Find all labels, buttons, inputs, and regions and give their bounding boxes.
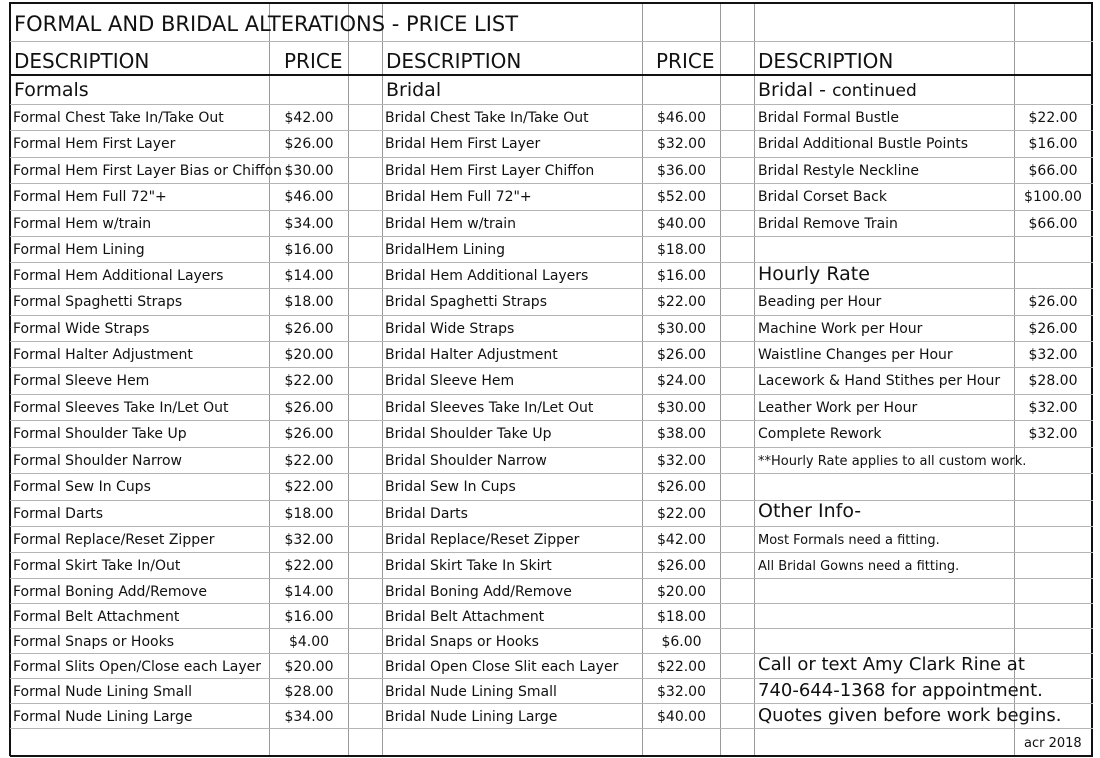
formal-item-name: Formal Hem Additional Layers	[13, 268, 224, 284]
bridal-continued-sub: continued	[832, 81, 917, 101]
hourly-item-name: Complete Rework	[758, 426, 882, 442]
grid-line	[10, 678, 1093, 679]
bridal-item-price: $32.00	[657, 453, 706, 469]
hourly-rate-heading: Hourly Rate	[758, 263, 870, 285]
bridal-item-name: Bridal Hem Additional Layers	[385, 268, 589, 284]
formal-item-price: $22.00	[284, 479, 334, 495]
bridal-heading: Bridal	[386, 79, 442, 101]
bridal-item-price: $22.00	[657, 506, 706, 522]
formal-item-name: Formal Darts	[13, 506, 104, 522]
grid-line	[10, 728, 1093, 729]
grid-line	[1091, 2, 1093, 756]
grid-line	[10, 341, 1093, 342]
bridal-item-name: Bridal Hem First Layer Chiffon	[385, 163, 595, 179]
formal-item-name: Formal Wide Straps	[13, 321, 150, 337]
price-header: PRICE	[656, 49, 715, 73]
bridal-continued-item-price: $22.00	[1028, 110, 1078, 126]
hourly-item-price: $28.00	[1028, 373, 1078, 389]
bridal-item-price: $22.00	[657, 659, 706, 675]
hourly-item-name: Machine Work per Hour	[758, 321, 923, 337]
bridal-item-price: $32.00	[657, 136, 706, 152]
formal-item-price: $34.00	[284, 709, 334, 725]
formal-item-name: Formal Shoulder Narrow	[13, 453, 183, 469]
bridal-item-name: Bridal Spaghetti Straps	[385, 294, 547, 310]
formal-item-name: Formal Hem Full 72"+	[13, 189, 167, 205]
formal-item-price: $14.00	[284, 584, 334, 600]
formal-item-name: Formal Shoulder Take Up	[13, 426, 187, 442]
bridal-item-name: Bridal Hem Full 72"+	[385, 189, 532, 205]
contact-line: 740-644-1368 for appointment.	[758, 680, 1043, 701]
bridal-item-price: $18.00	[657, 609, 706, 625]
bridal-continued-item-price: $16.00	[1028, 136, 1078, 152]
contact-line: Quotes given before work begins.	[758, 705, 1062, 726]
bridal-item-price: $36.00	[657, 163, 706, 179]
grid-line	[10, 603, 1093, 604]
formal-item-price: $4.00	[288, 634, 330, 650]
grid-line	[348, 2, 349, 756]
formal-item-price: $34.00	[284, 216, 334, 232]
bridal-item-price: $22.00	[657, 294, 706, 310]
grid-line	[10, 367, 1093, 368]
grid-line	[10, 526, 1093, 527]
grid-line	[10, 447, 1093, 448]
formal-item-price: $20.00	[284, 347, 334, 363]
bridal-item-price: $26.00	[657, 479, 706, 495]
formal-item-name: Formal Hem w/train	[13, 216, 152, 232]
bridal-continued-item-price: $100.00	[1024, 189, 1082, 205]
formal-item-price: $16.00	[284, 242, 334, 258]
grid-line	[10, 2, 1093, 4]
bridal-item-name: Bridal Darts	[385, 506, 468, 522]
bridal-item-price: $6.00	[661, 634, 702, 650]
grid-line	[10, 578, 1093, 579]
bridal-item-name: Bridal Open Close Slit each Layer	[385, 659, 619, 675]
grid-line	[10, 210, 1093, 211]
formal-item-price: $26.00	[284, 400, 334, 416]
bridal-item-price: $40.00	[657, 709, 706, 725]
formal-item-price: $18.00	[284, 294, 334, 310]
formal-item-price: $26.00	[284, 136, 334, 152]
formal-item-name: Formal Replace/Reset Zipper	[13, 532, 215, 548]
formal-item-price: $22.00	[284, 558, 334, 574]
bridal-item-name: BridalHem Lining	[385, 242, 506, 258]
formal-item-name: Formal Nude Lining Small	[13, 684, 193, 700]
grid-line	[10, 41, 1093, 42]
bridal-item-name: Bridal Wide Straps	[385, 321, 515, 337]
bridal-continued-heading	[758, 81, 917, 100]
bridal-item-price: $40.00	[657, 216, 706, 232]
hourly-item-price: $32.00	[1028, 426, 1078, 442]
bridal-item-price: $42.00	[657, 532, 706, 548]
grid-line	[10, 703, 1093, 704]
bridal-item-name: Bridal Nude Lining Small	[385, 684, 557, 700]
bridal-item-name: Bridal Halter Adjustment	[385, 347, 558, 363]
formal-item-name: Formal Nude Lining Large	[13, 709, 193, 725]
bridal-item-price: $46.00	[657, 110, 706, 126]
bridal-item-name: Bridal Skirt Take In Skirt	[385, 558, 552, 574]
bridal-continued-item-name: Bridal Corset Back	[758, 189, 887, 205]
bridal-continued-item-price: $66.00	[1028, 216, 1078, 232]
grid-line	[10, 130, 1093, 131]
formal-item-name: Formal Halter Adjustment	[13, 347, 193, 363]
grid-line	[10, 473, 1093, 474]
formal-item-price: $18.00	[284, 506, 334, 522]
formal-item-name: Formal Chest Take In/Take Out	[13, 110, 224, 126]
formal-item-name: Formal Spaghetti Straps	[13, 294, 183, 310]
formal-item-name: Formal Boning Add/Remove	[13, 584, 207, 600]
formal-item-name: Formal Hem First Layer Bias or Chiffon	[13, 163, 283, 179]
hourly-item-name: Leather Work per Hour	[758, 400, 918, 416]
formal-item-price: $32.00	[284, 532, 334, 548]
bridal-item-price: $20.00	[657, 584, 706, 600]
bridal-item-name: Bridal Replace/Reset Zipper	[385, 532, 580, 548]
hourly-note: **Hourly Rate applies to all custom work.	[758, 454, 1027, 469]
grid-line	[10, 183, 1093, 184]
description-header: DESCRIPTION	[758, 49, 894, 73]
formal-item-price: $30.00	[284, 163, 334, 179]
bridal-item-price: $32.00	[657, 684, 706, 700]
bridal-item-price: $16.00	[657, 268, 706, 284]
formal-item-price: $22.00	[284, 373, 334, 389]
formal-item-name: Formal Sew In Cups	[13, 479, 151, 495]
footer-credit: acr 2018	[1024, 736, 1082, 751]
bridal-item-name: Bridal Hem First Layer	[385, 136, 541, 152]
grid-line	[10, 104, 1093, 105]
bridal-continued-item-price: $66.00	[1028, 163, 1078, 179]
grid-line	[10, 157, 1093, 158]
formal-item-price: $28.00	[284, 684, 334, 700]
grid-line	[10, 315, 1093, 316]
formal-item-name: Formal Hem Lining	[13, 242, 145, 258]
formals-heading: Formals	[14, 79, 89, 101]
grid-line	[10, 755, 1093, 757]
grid-line	[10, 394, 1093, 395]
bridal-item-price: $38.00	[657, 426, 706, 442]
hourly-item-name: Waistline Changes per Hour	[758, 347, 953, 363]
bridal-item-name: Bridal Shoulder Take Up	[385, 426, 552, 442]
contact-line: Call or text Amy Clark Rine at	[758, 654, 1025, 675]
other-info-line: Most Formals need a fitting.	[758, 533, 940, 548]
bridal-continued-item-name: Bridal Restyle Neckline	[758, 163, 919, 179]
bridal-item-price: $26.00	[657, 558, 706, 574]
formal-item-price: $42.00	[284, 110, 334, 126]
formal-item-price: $26.00	[284, 426, 334, 442]
grid-line	[382, 2, 383, 756]
grid-line	[10, 262, 1093, 263]
hourly-item-name: Beading per Hour	[758, 294, 882, 310]
grid-line	[10, 628, 1093, 629]
bridal-item-name: Bridal Boning Add/Remove	[385, 584, 572, 600]
bridal-item-price: $52.00	[657, 189, 706, 205]
formal-item-name: Formal Hem First Layer	[13, 136, 176, 152]
bridal-item-name: Bridal Belt Attachment	[385, 609, 545, 625]
grid-line	[10, 500, 1093, 501]
bridal-item-name: Bridal Shoulder Narrow	[385, 453, 547, 469]
bridal-item-price: $26.00	[657, 347, 706, 363]
hourly-item-price: $26.00	[1028, 294, 1078, 310]
bridal-item-name: Bridal Sleeve Hem	[385, 373, 515, 389]
formal-item-name: Formal Sleeve Hem	[13, 373, 150, 389]
formal-item-name: Formal Skirt Take In/Out	[13, 558, 181, 574]
description-header: DESCRIPTION	[386, 49, 522, 73]
formal-item-price: $20.00	[284, 659, 334, 675]
bridal-item-name: Bridal Nude Lining Large	[385, 709, 558, 725]
formal-item-name: Formal Slits Open/Close each Layer	[13, 659, 262, 675]
formal-item-price: $26.00	[284, 321, 334, 337]
page-title: FORMAL AND BRIDAL ALTERATIONS - PRICE LIST	[14, 12, 519, 36]
formal-item-price: $46.00	[284, 189, 334, 205]
formal-item-name: Formal Belt Attachment	[13, 609, 180, 625]
grid-line	[10, 552, 1093, 553]
other-info-line: All Bridal Gowns need a fitting.	[758, 559, 960, 574]
bridal-item-price: $24.00	[657, 373, 706, 389]
formal-item-price: $16.00	[284, 609, 334, 625]
bridal-item-name: Bridal Sew In Cups	[385, 479, 516, 495]
hourly-item-price: $32.00	[1028, 347, 1078, 363]
bridal-item-name: Bridal Chest Take In/Take Out	[385, 110, 589, 126]
other-info-heading: Other Info-	[758, 500, 862, 522]
bridal-continued-item-name: Bridal Additional Bustle Points	[758, 136, 969, 152]
formal-item-name: Formal Sleeves Take In/Let Out	[13, 400, 229, 416]
bridal-item-name: Bridal Sleeves Take In/Let Out	[385, 400, 594, 416]
bridal-continued-item-name: Bridal Remove Train	[758, 216, 898, 232]
bridal-item-price: $30.00	[657, 400, 706, 416]
grid-line	[754, 2, 755, 756]
grid-line	[10, 288, 1093, 289]
hourly-item-price: $32.00	[1028, 400, 1078, 416]
formal-item-price: $22.00	[284, 453, 334, 469]
grid-line	[9, 2, 11, 756]
grid-line	[10, 236, 1093, 237]
description-header: DESCRIPTION	[14, 49, 150, 73]
header-underline	[10, 74, 1093, 76]
bridal-item-price: $18.00	[657, 242, 706, 258]
hourly-item-name: Lacework & Hand Stithes per Hour	[758, 373, 1001, 389]
grid-line	[720, 2, 721, 756]
price-header: PRICE	[284, 49, 343, 73]
formal-item-name: Formal Snaps or Hooks	[13, 634, 174, 650]
formal-item-price: $14.00	[284, 268, 334, 284]
bridal-item-name: Bridal Snaps or Hooks	[385, 634, 539, 650]
bridal-item-price: $30.00	[657, 321, 706, 337]
grid-line	[10, 420, 1093, 421]
bridal-item-name: Bridal Hem w/train	[385, 216, 517, 232]
hourly-item-price: $26.00	[1028, 321, 1078, 337]
bridal-continued-item-name: Bridal Formal Bustle	[758, 110, 900, 126]
bridal-continued-main: Bridal -	[758, 79, 827, 101]
